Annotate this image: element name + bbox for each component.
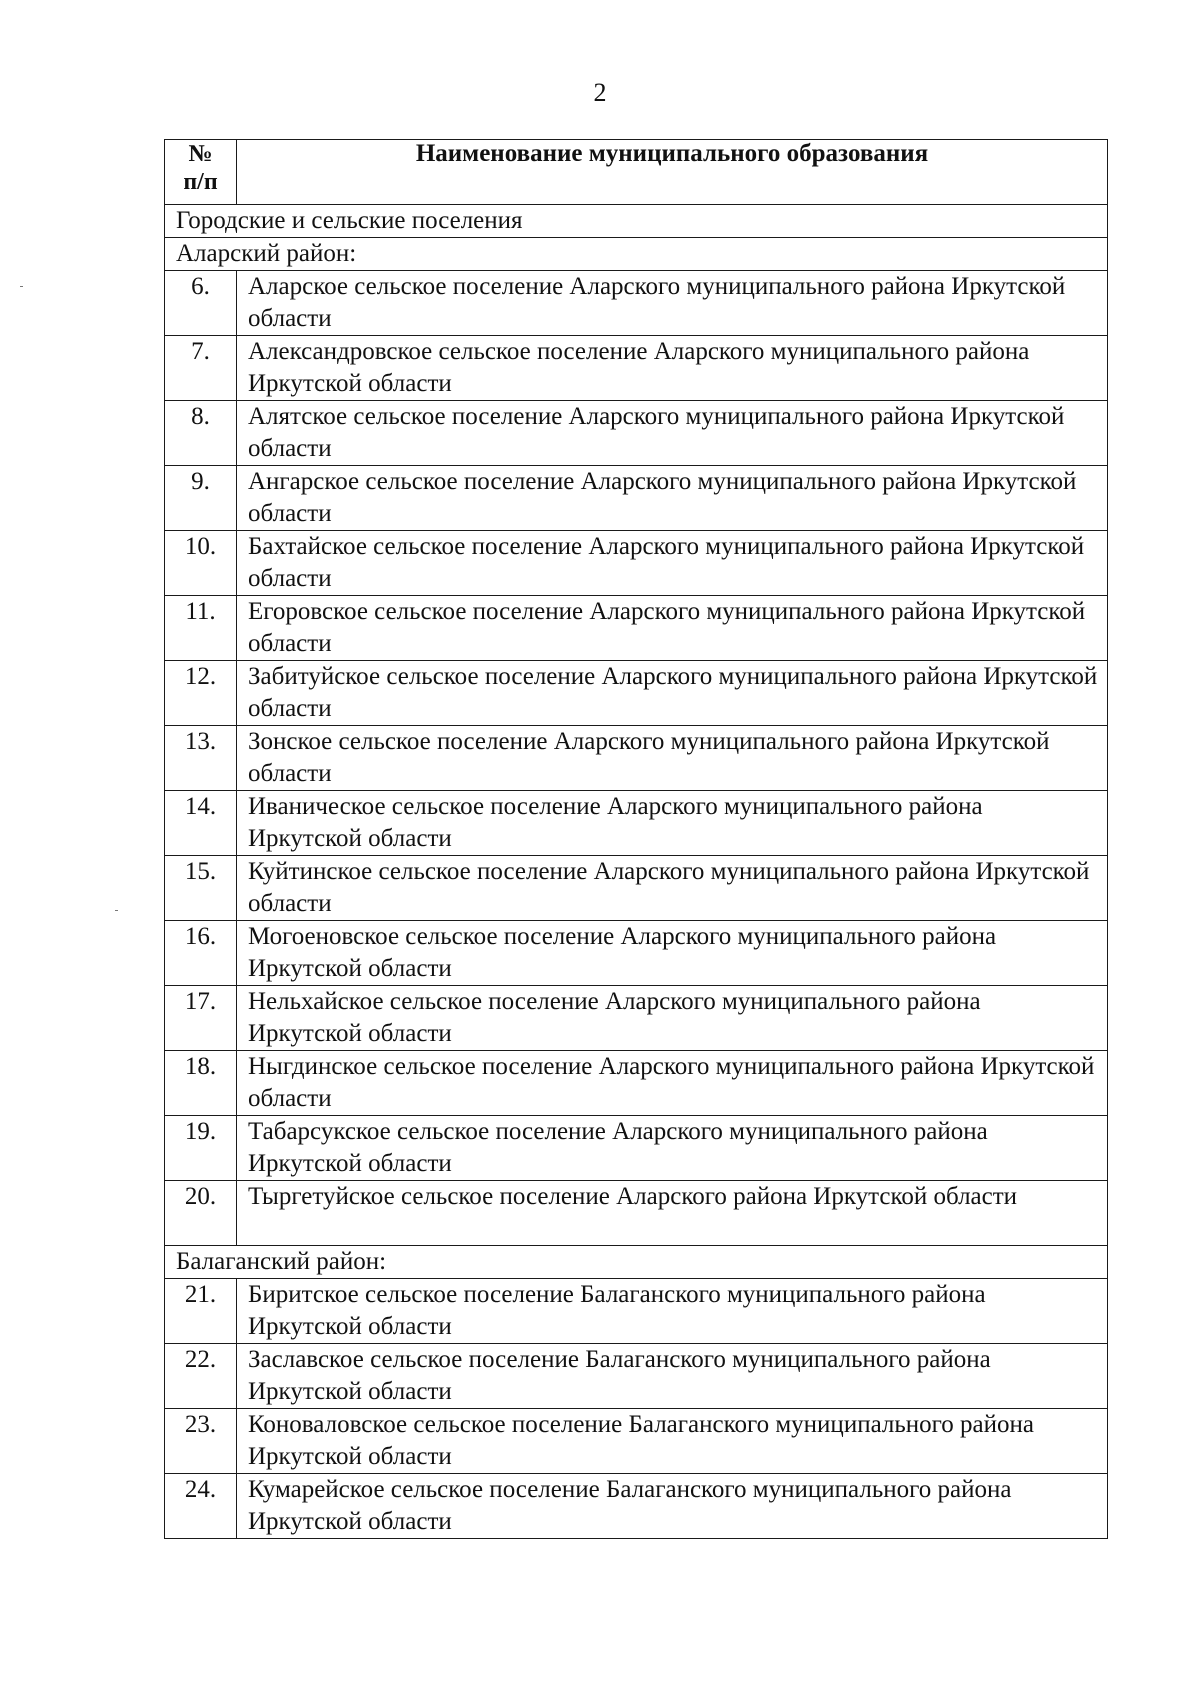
row-number: 22. (165, 1344, 237, 1409)
table-row (165, 466, 1108, 531)
table-row (165, 531, 1108, 596)
row-name: Ныгдинское сельское поселение Аларского муниципального района Иркутской области (237, 1051, 1108, 1116)
row-name: Иваническое сельское поселение Аларского муниципального района Иркутской области (237, 791, 1108, 856)
table-body (165, 205, 1108, 1539)
table-row (165, 1474, 1108, 1539)
column-header-number (165, 140, 237, 205)
table-row (165, 856, 1108, 921)
row-number: 24. (165, 1474, 237, 1539)
row-number: 10. (165, 531, 237, 596)
row-name: Бахтайское сельское поселение Аларского муниципального района Иркутской области (237, 531, 1108, 596)
table-row (165, 1051, 1108, 1116)
table-row (165, 921, 1108, 986)
row-name: Ангарское сельское поселение Аларского муниципального района Иркутской области (237, 466, 1108, 531)
section-title: Аларский район: (165, 238, 1108, 271)
row-name: Тыргетуйское сельское поселение Аларского района Иркутской области (237, 1181, 1108, 1246)
row-name: Забитуйское сельское поселение Аларского муниципального района Иркутской области (237, 661, 1108, 726)
row-name: Александровское сельское поселение Аларского муниципального района Иркутской области (237, 336, 1108, 401)
table-row (165, 1116, 1108, 1181)
table-row (165, 1279, 1108, 1344)
row-name: Табарсукское сельское поселение Аларского муниципального района Иркутской области (237, 1116, 1108, 1181)
row-name: Аларское сельское поселение Аларского муниципального района Иркутской области (237, 271, 1108, 336)
row-name: Куйтинское сельское поселение Аларского муниципального района Иркутской области (237, 856, 1108, 921)
table-row (165, 986, 1108, 1051)
column-header-number-line1: № (188, 141, 213, 167)
table-row (165, 1344, 1108, 1409)
row-number: 14. (165, 791, 237, 856)
row-name: Зонское сельское поселение Аларского муниципального района Иркутской области (237, 726, 1108, 791)
row-name: Могоеновское сельское поселение Аларского муниципального района Иркутской области (237, 921, 1108, 986)
page-number: 2 (593, 78, 607, 107)
row-number: 19. (165, 1116, 237, 1181)
table-row (165, 596, 1108, 661)
row-name: Егоровское сельское поселение Аларского муниципального района Иркутской области (237, 596, 1108, 661)
row-name: Алятское сельское поселение Аларского муниципального района Иркутской области (237, 401, 1108, 466)
table-row (165, 1409, 1108, 1474)
row-number: 6. (165, 271, 237, 336)
row-number: 23. (165, 1409, 237, 1474)
scan-speck (115, 910, 118, 911)
column-header-number-line2: п/п (183, 169, 218, 195)
row-number: 21. (165, 1279, 237, 1344)
scan-speck (20, 286, 23, 287)
row-number: 11. (165, 596, 237, 661)
section-title: Балаганский район: (165, 1246, 1108, 1279)
row-number: 16. (165, 921, 237, 986)
row-number: 13. (165, 726, 237, 791)
row-name: Заславское сельское поселение Балаганского муниципального района Иркутской области (237, 1344, 1108, 1409)
row-number: 18. (165, 1051, 237, 1116)
municipal-list-table (164, 139, 1108, 1539)
table-row (165, 791, 1108, 856)
row-name: Нельхайское сельское поселение Аларского муниципального района Иркутской области (237, 986, 1108, 1051)
table-row (165, 726, 1108, 791)
row-name: Кумарейское сельское поселение Балаганского муниципального района Иркутской области (237, 1474, 1108, 1539)
row-number: 15. (165, 856, 237, 921)
row-number: 12. (165, 661, 237, 726)
row-name: Биритское сельское поселение Балаганского муниципального района Иркутской области (237, 1279, 1108, 1344)
row-number: 20. (165, 1181, 237, 1246)
section-row (165, 1246, 1108, 1279)
row-number: 17. (165, 986, 237, 1051)
table-row (165, 401, 1108, 466)
table-header-row (165, 140, 1108, 205)
table-row (165, 1181, 1108, 1246)
row-name: Коноваловское сельское поселение Балаганского муниципального района Иркутской области (237, 1409, 1108, 1474)
row-number: 9. (165, 466, 237, 531)
section-title: Городские и сельские поселения (165, 205, 1108, 238)
row-number: 8. (165, 401, 237, 466)
table-row (165, 336, 1108, 401)
table-row (165, 661, 1108, 726)
section-row (165, 205, 1108, 238)
table-row (165, 271, 1108, 336)
row-number: 7. (165, 336, 237, 401)
column-header-name: Наименование муниципального образования (237, 140, 1108, 205)
section-row (165, 238, 1108, 271)
